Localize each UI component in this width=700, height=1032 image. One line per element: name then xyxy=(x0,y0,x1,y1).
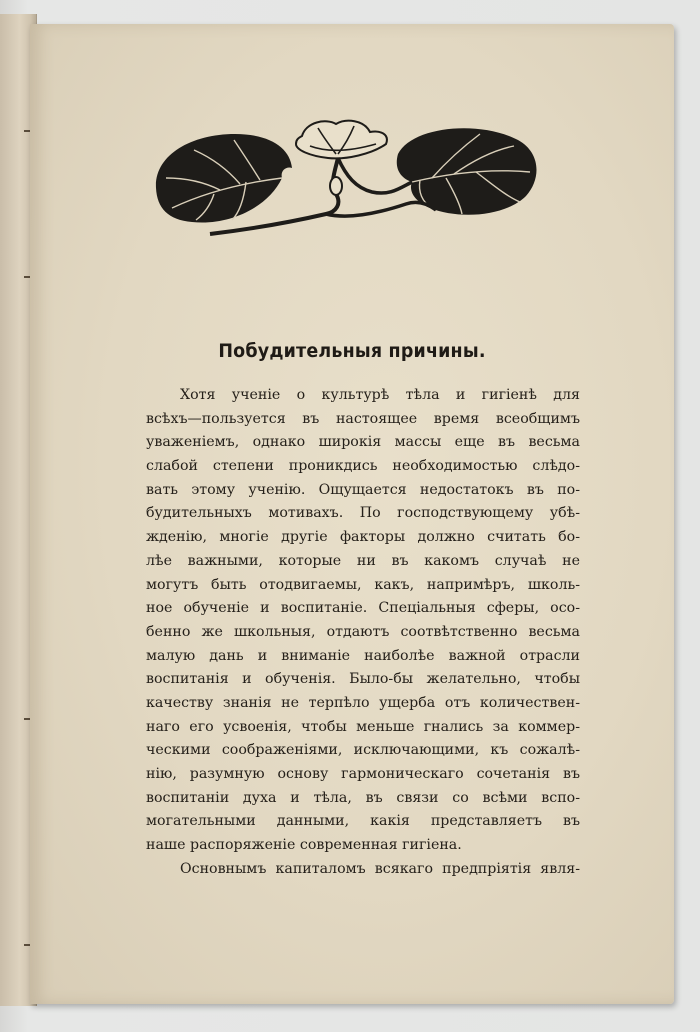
text-line: лѣе важными, которые ни въ какомъ случаѣ не xyxy=(146,552,580,569)
text-line: малую дань и вниманіе наиболѣе важной отрасли xyxy=(146,647,580,664)
text-line: слабой степени проникдись необходимостью слѣдо- xyxy=(146,458,580,475)
text-line: всѣхъ—пользуется въ настоящее время всеобщимъ xyxy=(146,410,580,427)
chapter-heading: Побудительныя причины. xyxy=(218,340,486,362)
text-line: жденію, многіе другіе факторы должно считать бо- xyxy=(146,529,580,546)
text-line: бенно же школьныя, отдаютъ соотвѣтственно весьма xyxy=(146,623,580,640)
water-lily-leaves-ornament-icon xyxy=(150,116,540,241)
text-line: воспитаніи духа и тѣла, въ связи со всѣми вспо- xyxy=(146,789,580,806)
text-line: будительныхъ мотивахъ. По господствующему убѣ- xyxy=(146,505,580,522)
text-line: ческими соображеніями, исключающими, къ сожалѣ- xyxy=(146,742,580,759)
text-line: воспитанія и обученія. Было-бы желательно, чтобы xyxy=(146,671,580,688)
text-line: Хотя ученіе о культурѣ тѣла и гигіенѣ для xyxy=(180,387,580,403)
text-line: могутъ быть отодвигаемы, какъ, напримѣръ, школь- xyxy=(146,576,580,593)
text-line: наго его усвоенія, чтобы меньше гнались за коммер- xyxy=(146,718,580,735)
text-line: Основнымъ капиталомъ всякаго предпріятія явля- xyxy=(180,860,580,877)
text-line: качеству знанія не терпѣло ущерба отъ количествен- xyxy=(146,694,580,711)
text-line: наше распоряженіе современная гигіена. xyxy=(146,837,462,854)
body-text xyxy=(146,384,580,881)
text-line: уваженіемъ, однако широкія массы еще въ весьма xyxy=(146,434,580,451)
text-line: могательными данными, какія представляетъ въ xyxy=(146,813,580,830)
text-line: ное обученіе и воспитаніе. Спеціальныя сферы, осо- xyxy=(146,600,580,617)
book-page xyxy=(30,24,674,1004)
text-line: нію, разумную основу гармоническаго сочетанія въ xyxy=(146,766,580,782)
text-line: вать этому ученію. Ощущается недостатокъ въ по- xyxy=(146,481,580,498)
